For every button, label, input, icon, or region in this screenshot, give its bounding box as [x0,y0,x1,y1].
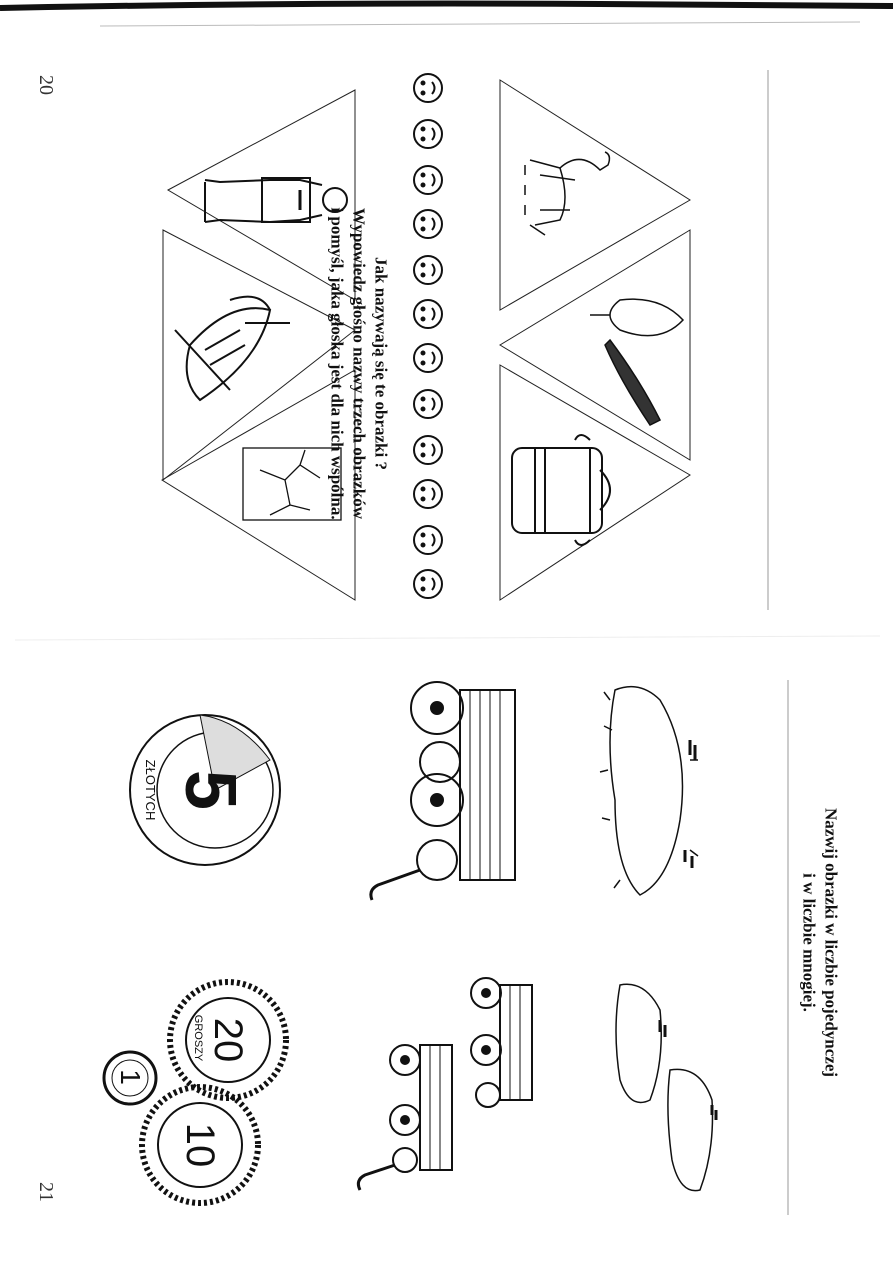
coin-10-value: 10 [178,1122,222,1168]
camel-icon [525,152,609,235]
coin-5-unit: ZŁOTYCH [143,759,158,821]
smiley-icon [414,344,442,372]
instruction-line-2: Wypowiedz głośno nazwy trzech obrazków [349,207,369,519]
coin-20-value: 20 [206,1017,250,1063]
ponds-icon [616,984,716,1190]
page-number-right: 21 [35,1182,57,1202]
pond-icon [600,687,698,895]
pot-icon [512,435,610,545]
smiley-icon [414,210,442,238]
smiley-icon [414,256,442,284]
coin-20-unit: GROSZY [192,1014,204,1062]
smiley-icon [414,300,442,328]
smiley-icon [414,120,442,148]
left-instructions [0,322,380,388]
instruction-line-1: Jak nazywają się te obrazki ? [371,257,391,470]
scan-line-top [100,22,860,26]
wagon-icon [371,682,515,900]
right-instruction-line-2: i w liczbie mnogiej. [799,873,819,1012]
smiley-icon [414,436,442,464]
page-number-left: 20 [35,75,57,95]
triangle-camel [500,80,690,310]
instruction-line-3: i pomyśl, jaka głoska jest dla nich wspólna. [327,207,347,520]
triangle-leaf [500,230,690,460]
coin-5-value: 5 [170,769,250,811]
scan-edge-top [0,4,893,9]
smiley-icon [414,480,442,508]
leaf-icon [590,299,683,425]
triangle-pot [500,365,690,600]
wagons-icon [358,978,532,1190]
coin-1-value: 1 [115,1069,146,1085]
smiley-icon [414,526,442,554]
smiley-icon [414,166,442,194]
smiley-icon [414,570,442,598]
right-instruction-line-1: Nazwij obrazki w liczbie pojedynczej [821,807,841,1078]
gutter-line [15,636,880,640]
smiley-column [414,74,442,598]
smiley-icon [414,390,442,418]
smiley-icon [414,74,442,102]
